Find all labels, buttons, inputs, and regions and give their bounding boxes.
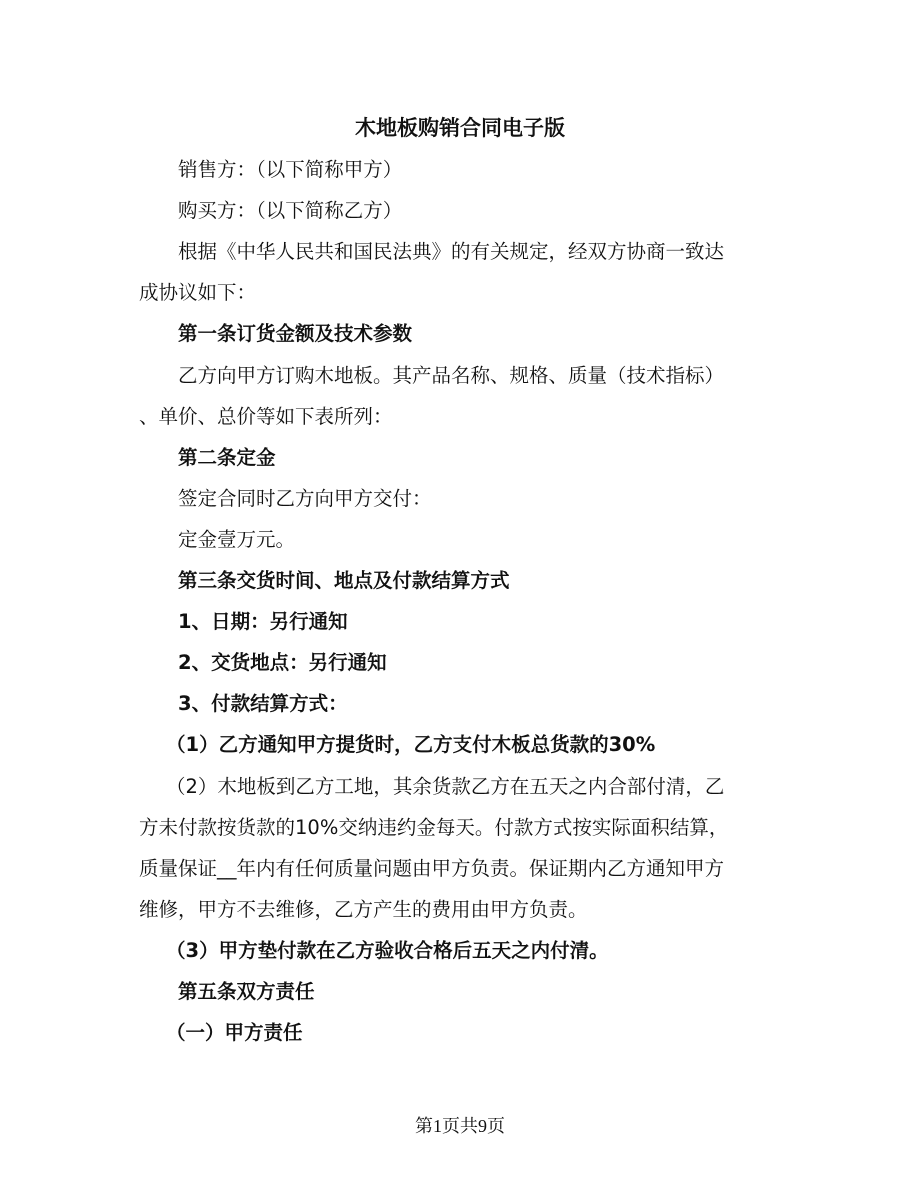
paragraph-line: 购买方：（以下简称乙方） [178, 199, 403, 223]
section-heading-line: 第五条双方责任 [178, 980, 315, 1003]
page-number: 第1页共9页 [415, 1116, 505, 1136]
section-heading-line: 第二条定金 [178, 445, 276, 469]
section-heading-line: （一）甲方责任 [166, 1021, 303, 1045]
paragraph-line: 根据《中华人民共和国民法典》的有关规定，经双方协商一致达 [178, 240, 725, 264]
section-heading-line: 1、日期：另行通知 [178, 610, 348, 634]
section-heading-line: 第三条交货时间、地点及付款结算方式 [178, 569, 510, 592]
paragraph-line: 方未付款按货款的10%交纳违约金每天。付款方式按实际面积结算， [139, 815, 729, 839]
paragraph-line: 定金壹万元。 [178, 527, 296, 551]
paragraph-line: 、单价、总价等如下表所列： [139, 404, 393, 428]
section-heading-line: 2、交货地点：另行通知 [178, 651, 387, 675]
paragraph-line: 成协议如下： [139, 281, 257, 305]
section-heading-line: 第一条订货金额及技术参数 [178, 322, 413, 346]
paragraph-line: 维修，甲方不去维修，乙方产生的费用由甲方负责。 [139, 897, 588, 921]
paragraph-line: 乙方向甲方订购木地板。其产品名称、规格、质量（技术指标） [178, 363, 725, 387]
section-heading-line: （3）甲方垫付款在乙方验收合格后五天之内付清。 [166, 938, 609, 962]
section-heading-line: 3、付款结算方式： [178, 692, 348, 716]
paragraph-line: 质量保证__年内有任何质量问题由甲方负责。保证期内乙方通知甲方 [139, 856, 725, 880]
paragraph-line: （2）木地板到乙方工地，其余货款乙方在五天之内合部付清，乙 [166, 774, 725, 798]
document-title: 木地板购销合同电子版 [355, 115, 565, 140]
paragraph-line: 销售方：（以下简称甲方） [178, 158, 403, 181]
paragraph-line: 签定合同时乙方向甲方交付： [178, 486, 432, 510]
section-heading-line: （1）乙方通知甲方提货时，乙方支付木板总货款的30% [166, 733, 656, 757]
